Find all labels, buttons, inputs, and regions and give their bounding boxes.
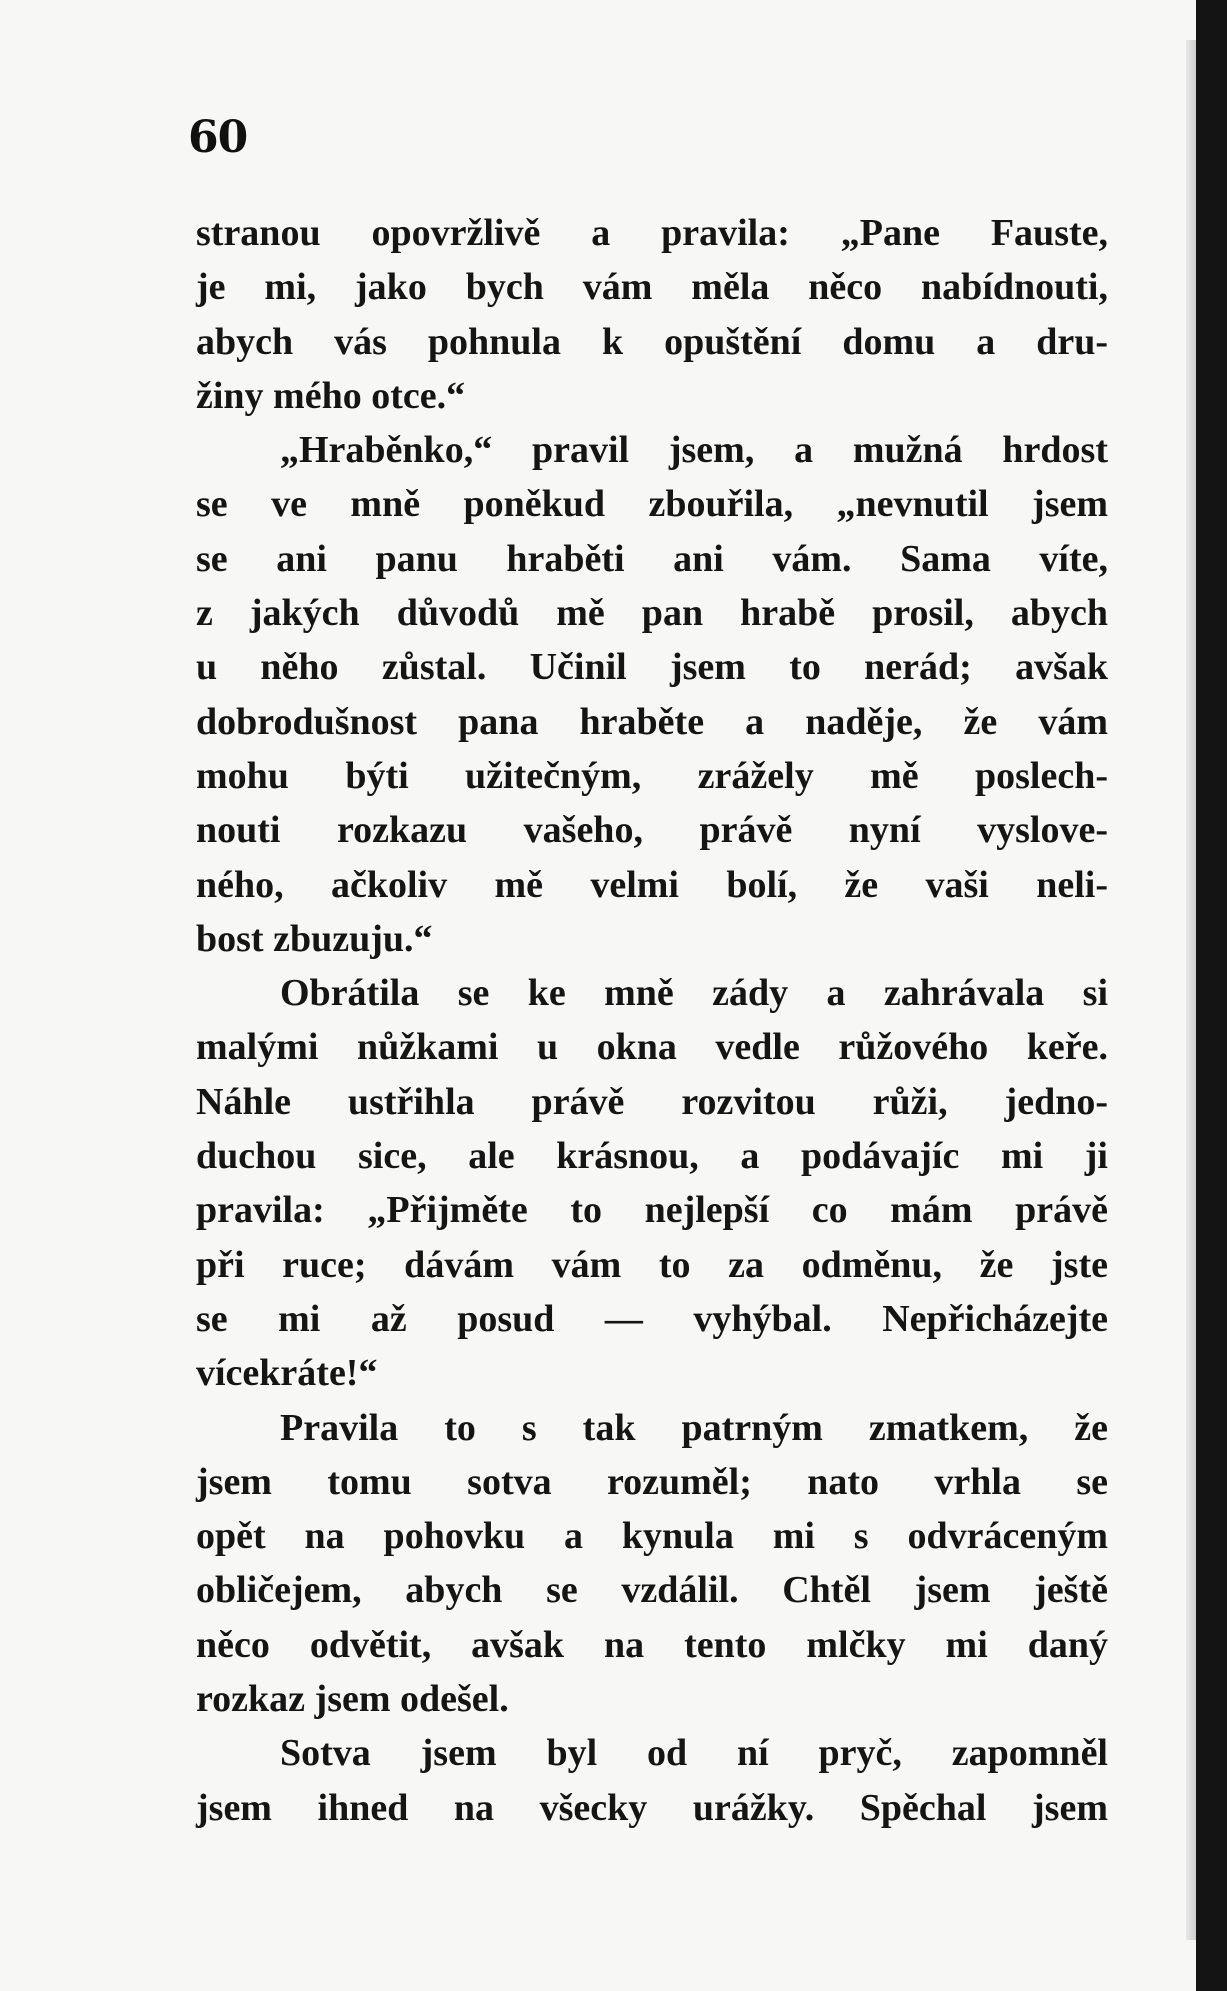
text-line: duchou sice, ale krásnou, a podávajíc mi ji [196,1135,1108,1178]
text-line: obličejem, abych se vzdálil. Chtěl jsem ještě [196,1569,1108,1612]
text-line: Obrátila se ke mně zády a zahrávala si [280,972,1108,1015]
text-line: „Hraběnko,“ pravil jsem, a mužná hrdost [280,429,1108,472]
text-line: ného, ačkoliv mě velmi bolí, že vaši neli- [196,863,1108,906]
text-line: žiny mého otce.“ [196,374,466,417]
text-line: z jakých důvodů mě pan hrabě prosil, abych [196,592,1108,635]
text-line: pravila: „Přijměte to nejlepší co mám právě [196,1189,1108,1232]
text-line: Sotva jsem byl od ní pryč, zapomněl [280,1732,1108,1775]
text-line: malými nůžkami u okna vedle růžového keře. [196,1026,1108,1069]
text-line: něco odvětit, avšak na tento mlčky mi daný [196,1623,1108,1666]
text-line: u něho zůstal. Učinil jsem to nerád; avšak [196,646,1108,689]
page-edge [1186,40,1196,1940]
text-line: rozkaz jsem odešel. [196,1678,509,1721]
text-line: se mi až posud — vyhýbal. Nepřicházejte [196,1297,1108,1340]
text-line: vícekráte!“ [196,1352,378,1395]
text-line: se ve mně poněkud zbouřila, „nevnutil jsem [196,483,1108,526]
text-line: abych vás pohnula k opuštění domu a dru- [196,320,1108,363]
text-line: se ani panu hraběti ani vám. Sama víte, [196,537,1108,580]
text-line: je mi, jako bych vám měla něco nabídnouti, [196,266,1108,309]
text-line: Náhle ustřihla právě rozvitou růži, jedno- [196,1080,1108,1123]
body-text [196,206,1108,1835]
text-line: jsem ihned na všecky urážky. Spěchal jsem [196,1786,1108,1829]
text-line: opět na pohovku a kynula mi s odvráceným [196,1515,1108,1558]
text-line: stranou opovržlivě a pravila: „Pane Fauste, [196,212,1108,254]
page-number: 60 [188,112,248,163]
text-line: při ruce; dávám vám to za odměnu, že jste [196,1243,1108,1286]
text-line: bost zbuzuju.“ [196,917,433,960]
text-line: dobrodušnost pana hraběte a naděje, že vám [196,700,1108,743]
text-line: jsem tomu sotva rozuměl; nato vrhla se [196,1460,1108,1503]
text-line: nouti rozkazu vašeho, právě nyní vyslove- [196,809,1108,852]
text-line: Pravila to s tak patrným zmatkem, že [280,1406,1108,1449]
text-line: mohu býti užitečným, zrážely mě poslech- [196,754,1108,797]
book-spine-shadow [1196,0,1227,1991]
